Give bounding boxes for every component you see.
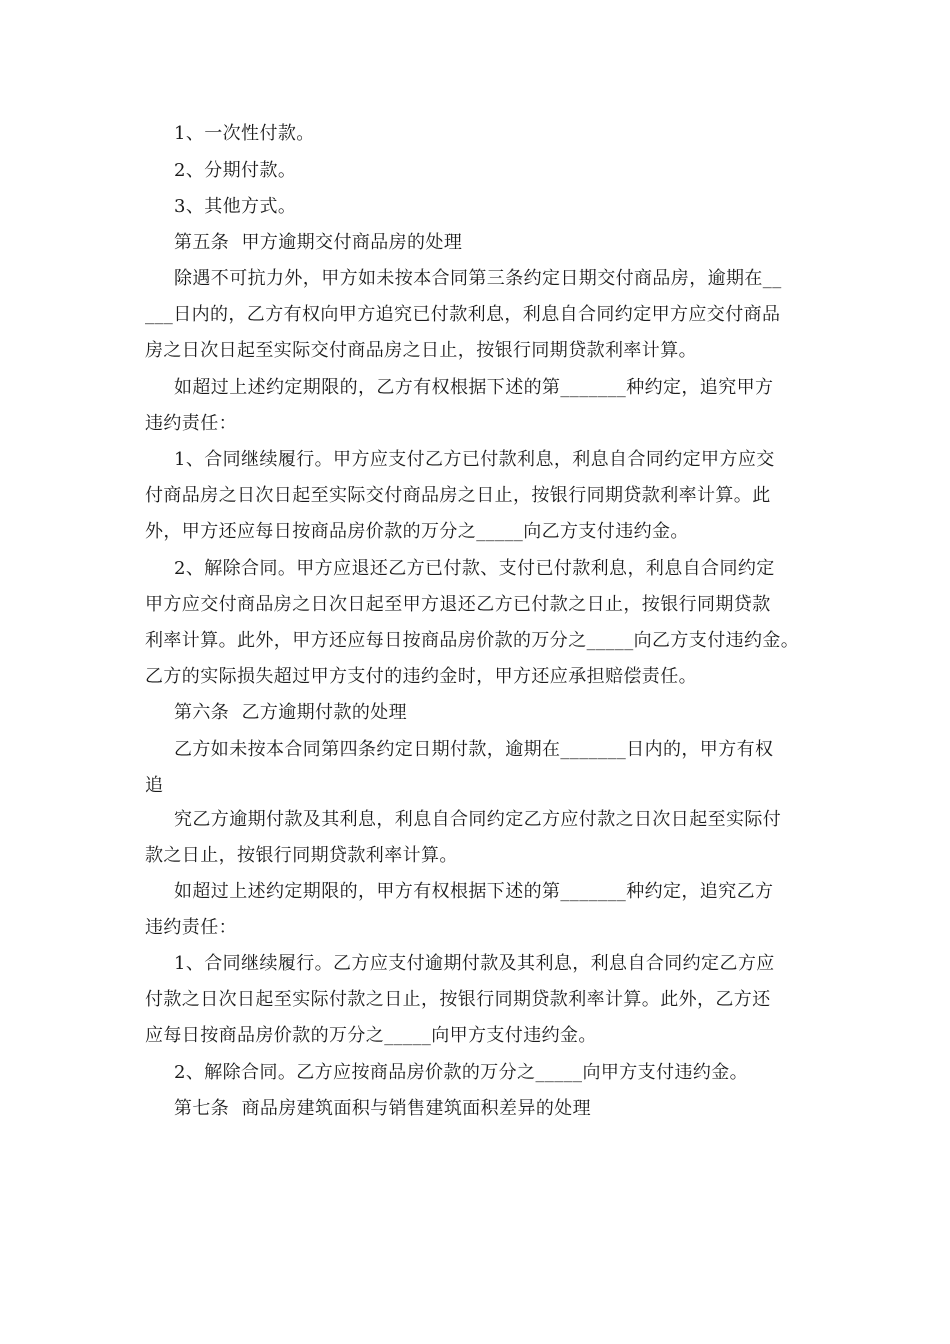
article-7-heading: 第七条 商品房建筑面积与销售建筑面积差异的处理 [174,1098,592,1119]
article-5-item-2-line-3: 利率计算。此外，甲方还应每日按商品房价款的万分之_____向乙方支付违约金。 [145,630,800,651]
article-5-paragraph-2-line-2: 违约责任： [145,413,237,434]
article-6-paragraph-3-line-1: 如超过上述约定期限的，甲方有权根据下述的第_______种约定，追究乙方 [174,881,774,902]
article-5-paragraph-1-line-2: ___日内的，乙方有权向甲方追究已付款利息，利息自合同约定甲方应交付商品 [145,304,781,325]
article-6-item-2: 2、解除合同。乙方应按商品房价款的万分之_____向甲方支付违约金。 [174,1062,749,1083]
article-5-heading: 第五条 甲方逾期交付商品房的处理 [174,232,463,253]
article-5-paragraph-1-line-1: 除遇不可抗力外，甲方如未按本合同第三条约定日期交付商品房，逾期在__ [174,268,782,289]
article-6-paragraph-1-line-1: 乙方如未按本合同第四条约定日期付款，逾期在_______日内的，甲方有权 [174,739,774,760]
article-5-paragraph-1-line-3: 房之日次日起至实际交付商品房之日止，按银行同期贷款利率计算。 [145,340,697,361]
article-5-item-1-line-2: 付商品房之日次日起至实际交付商品房之日止，按银行同期贷款利率计算。此 [145,485,771,506]
article-5-paragraph-2-line-1: 如超过上述约定期限的，乙方有权根据下述的第_______种约定，追究甲方 [174,377,774,398]
article-6-paragraph-2-line-1: 究乙方逾期付款及其利息，利息自合同约定乙方应付款之日次日起至实际付 [174,809,782,830]
clause-payment-option-2: 2、分期付款。 [174,160,297,181]
article-5-item-1-line-1: 1、合同继续履行。甲方应支付乙方已付款利息，利息自合同约定甲方应交 [174,449,775,470]
article-5-item-2-line-1: 2、解除合同。甲方应退还乙方已付款、支付已付款利息，利息自合同约定 [174,558,775,579]
clause-payment-option-1: 1、一次性付款。 [174,123,315,144]
article-5-item-1-line-3: 外，甲方还应每日按商品房价款的万分之_____向乙方支付违约金。 [145,521,689,542]
article-5-item-2-line-4: 乙方的实际损失超过甲方支付的违约金时，甲方还应承担赔偿责任。 [145,666,697,687]
article-6-paragraph-3-line-2: 违约责任： [145,917,237,938]
article-6-item-1-line-2: 付款之日次日起至实际付款之日止，按银行同期贷款利率计算。此外，乙方还 [145,989,771,1010]
clause-payment-option-3: 3、其他方式。 [174,196,297,217]
article-6-paragraph-2-line-2: 款之日止，按银行同期贷款利率计算。 [145,845,458,866]
article-5-item-2-line-2: 甲方应交付商品房之日次日起至甲方退还乙方已付款之日止，按银行同期贷款 [145,594,771,615]
article-6-paragraph-1-line-2: 追 [145,775,164,796]
article-6-item-1-line-3: 应每日按商品房价款的万分之_____向甲方支付违约金。 [145,1025,597,1046]
article-6-item-1-line-1: 1、合同继续履行。乙方应支付逾期付款及其利息，利息自合同约定乙方应 [174,953,775,974]
article-6-heading: 第六条 乙方逾期付款的处理 [174,702,408,723]
